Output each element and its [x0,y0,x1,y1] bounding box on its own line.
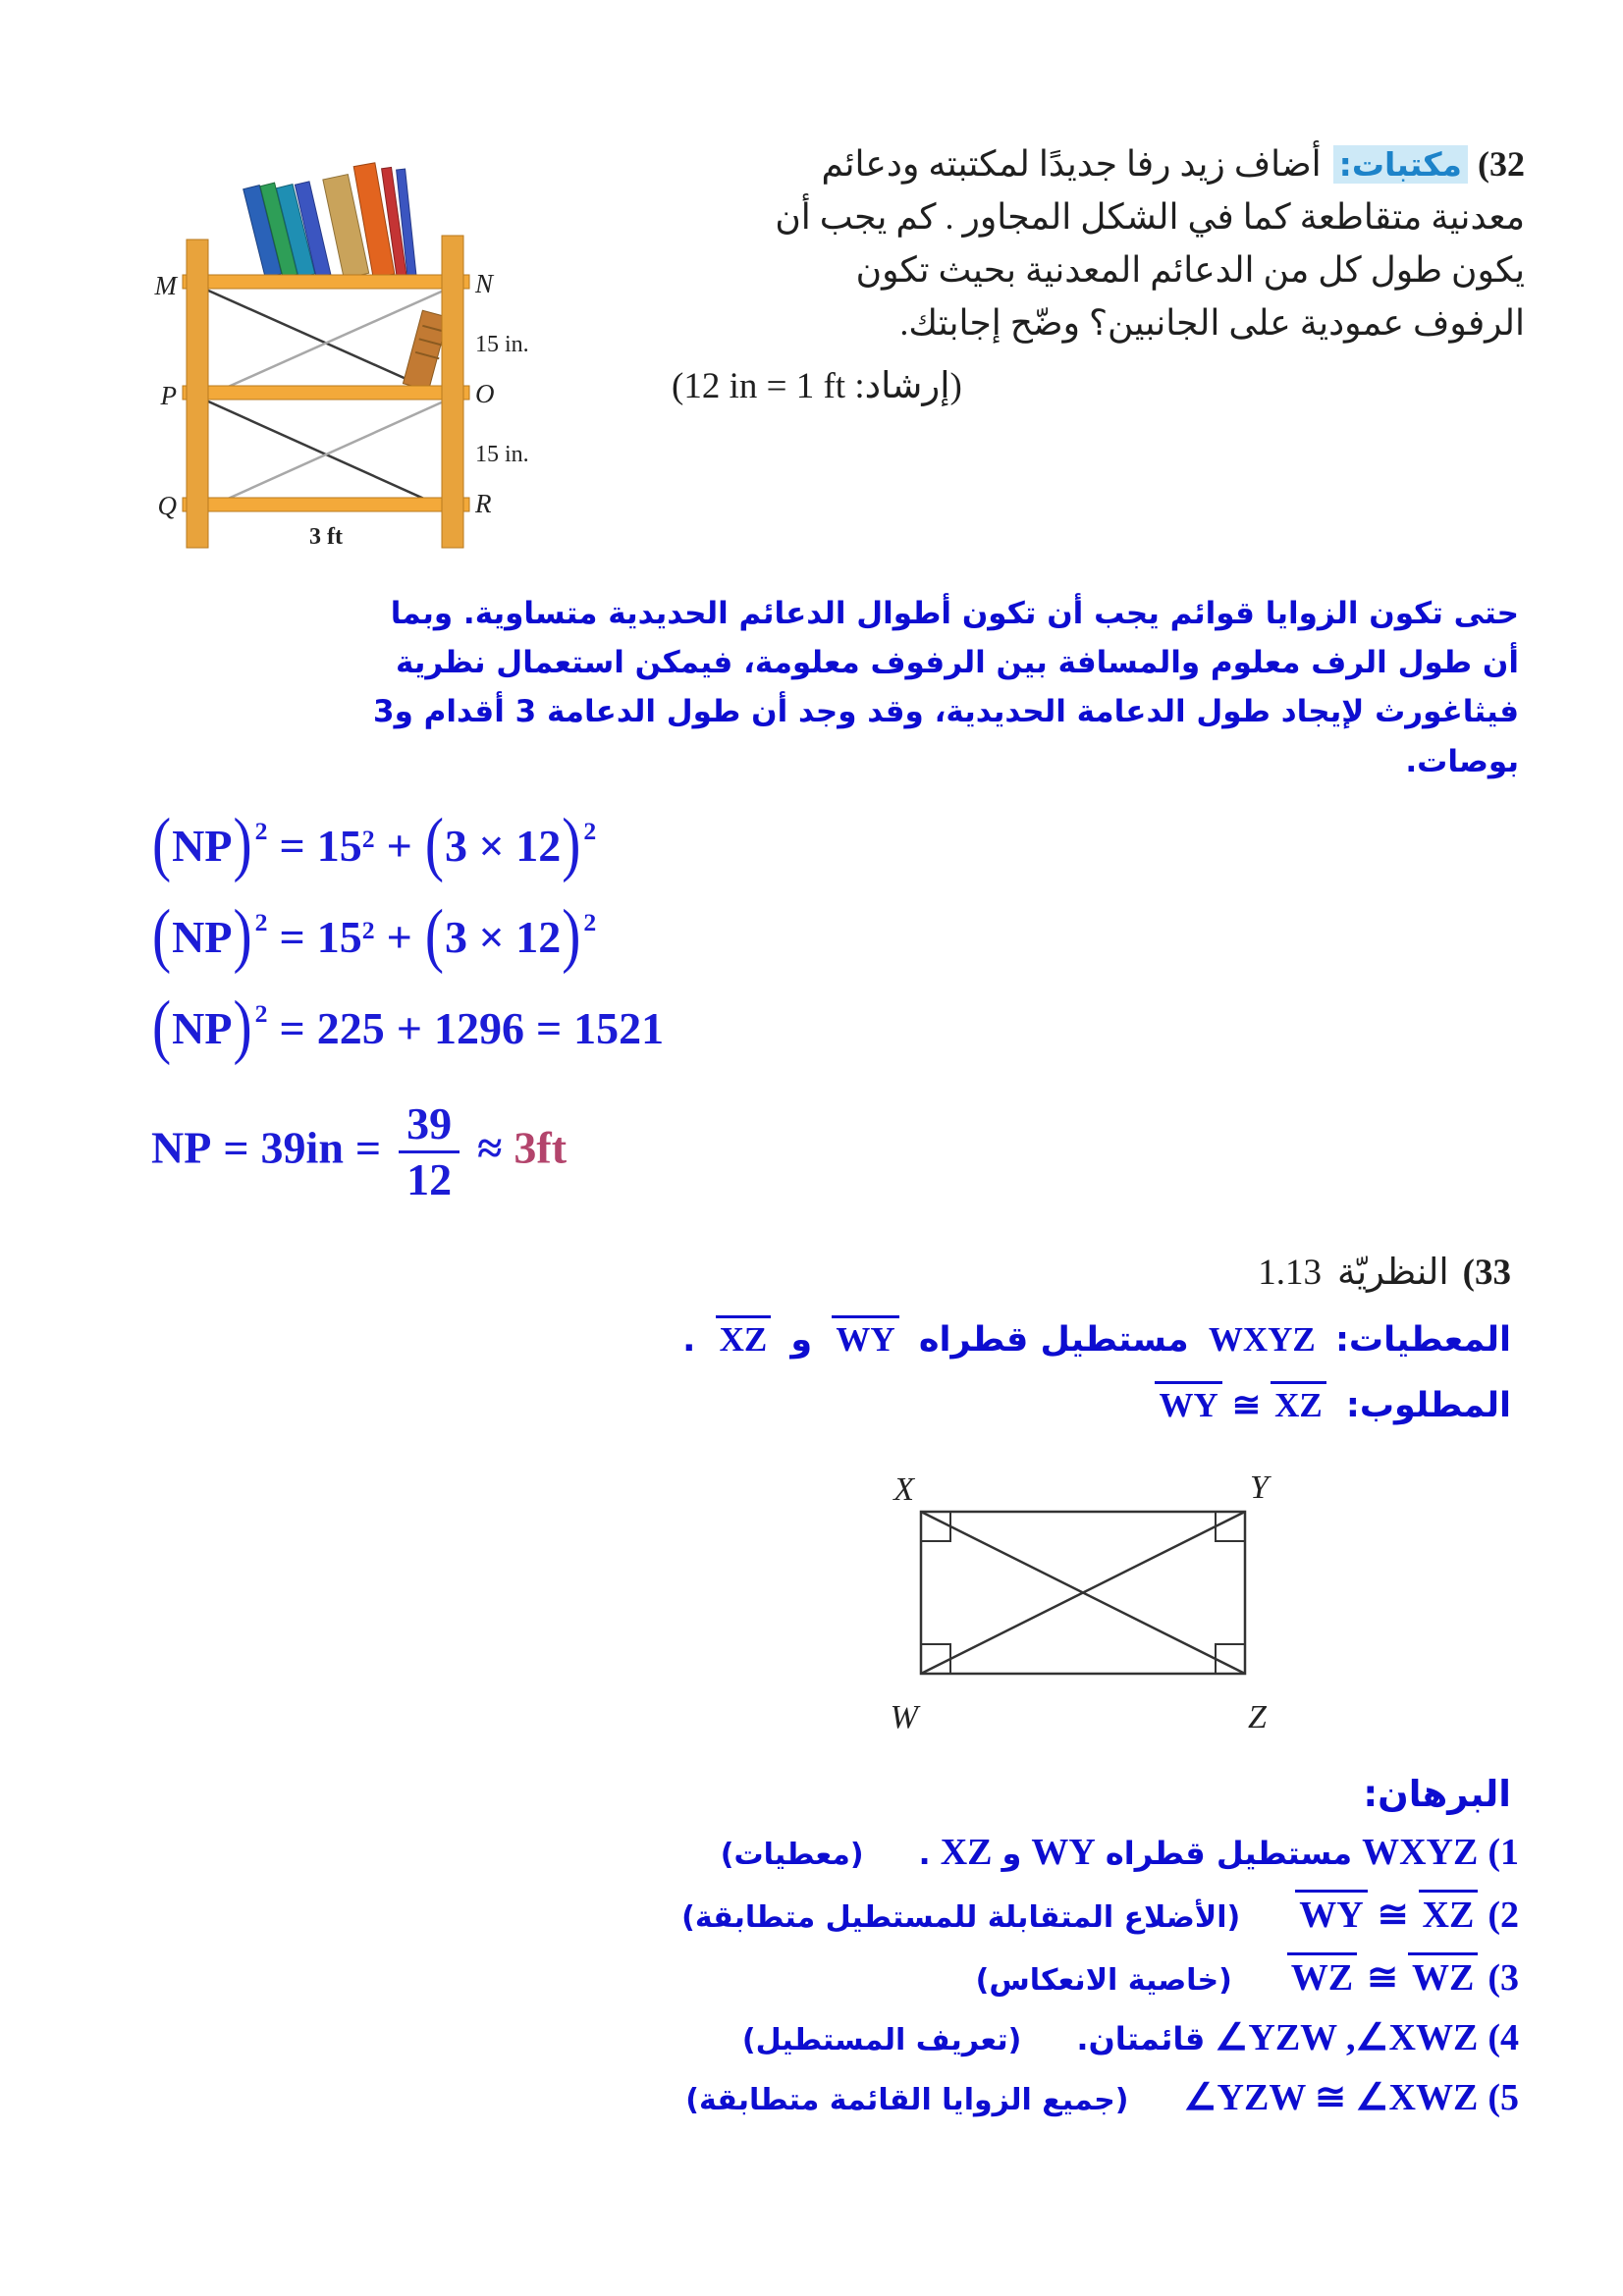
proof-step-3-reason: (خاصية الانعكاس) [975,1963,1232,1999]
proof-step-4 [116,2015,1519,2059]
proof-step-2-statement [1295,1890,1519,1937]
shelf-top [183,275,469,289]
open-paren: ( [152,895,172,975]
problem-33-title: النظريّة [1337,1253,1449,1294]
proof-step-3-statement [1287,1952,1519,2000]
required-label: المطلوب: [1345,1386,1511,1426]
congruence-statement [1295,1890,1478,1937]
proof-step-1-reason: (معطيات) [720,1838,864,1873]
equals-sign: = [279,1003,305,1053]
term-39in: 39in [260,1122,344,1173]
congruent-symbol: ≅ [1377,1895,1409,1937]
segment-xz: XZ [1271,1381,1326,1424]
segment-wy: WY [1155,1381,1221,1424]
term-1521: 1521 [573,1003,665,1053]
solution-paragraph-line-2: أن طول الرف معلوم والمسافة بين الرفوف معلومة، فيمكن استعمال نظرية [395,645,1519,681]
step-number: (4 [1488,2017,1519,2059]
post-left [187,240,208,548]
open-paren: ( [424,804,444,883]
shelf-middle [183,386,469,400]
right-angle-mark-z [1216,1644,1245,1674]
angles-statement: ∠YZW ,∠XWZ [1215,2017,1479,2059]
proof-step-4-reason: (تعريف المستطيل) [741,2023,1022,2058]
equals-sign: = [354,1122,382,1173]
fraction-39-12 [399,1099,460,1205]
vertex-label-m: M [154,271,177,300]
equation-1 [151,804,1525,883]
vertex-label-q: Q [157,491,177,520]
problem-32-section [116,137,1525,563]
problem-32-line-1 [672,137,1525,190]
rectangle-figure-wrap [116,1443,1525,1767]
step-number: (5 [1488,2077,1519,2119]
equals-sign: = [535,1003,563,1053]
angle-congruence-statement: ∠YZW ≅ ∠XWZ [1183,2077,1479,2119]
post-right [442,236,463,548]
statement-text: مستطيل قطراه [1105,1835,1353,1873]
equation-4 [151,1099,1525,1205]
hint-separator: : [854,366,865,406]
rectangle-wxyz-figure [808,1443,1358,1767]
approx-sign: ≈ [477,1122,503,1173]
problem-32-keyword: مكتبات: [1333,145,1468,184]
exponent: 2 [254,999,268,1029]
shelf-bottom [183,498,469,511]
segment-wy: WY [1031,1832,1096,1874]
plus-sign: + [386,912,412,962]
exponent: 2 [583,908,597,937]
close-paren: ) [233,895,252,975]
right-angle-mark-w [921,1644,950,1674]
step-number: (3 [1488,1957,1519,2000]
proof-step-3 [116,1952,1519,2000]
np-term: NP [172,821,233,871]
conjunction: و [790,1320,813,1361]
proof-label: البرهان: [1363,1773,1511,1816]
close-paren: ) [233,987,252,1066]
open-paren: ( [152,804,172,883]
corner-label-x: X [893,1471,914,1509]
segment-wy: WY [832,1315,898,1359]
proof-steps [116,1831,1525,2119]
proof-step-5-statement [1183,2075,1519,2119]
given-line [116,1315,1511,1360]
segment-wz: WZ [1408,1952,1478,1999]
vertex-label-r: R [475,489,492,518]
rectangle-name: WXYZ [1208,1320,1316,1360]
plus-sign: + [386,821,412,871]
fraction-denominator: 12 [406,1154,453,1205]
equation-3 [151,987,1525,1066]
problem-32-text [672,137,1525,414]
right-angle-mark-y [1216,1512,1245,1541]
solution-paragraph-line-3: فيثاغورث لإيجاد طول الدعامة الحديدية، وقد وجد أن طول الدعامة 3 أقدام و3 [373,694,1519,730]
corner-label-w: W [890,1699,918,1736]
period: . [918,1835,931,1873]
exponent: 2 [361,824,375,853]
exponent: 2 [254,817,268,846]
hint-close-paren: ) [949,366,962,406]
congruent-symbol: ≅ [1231,1386,1262,1425]
problem-32-number: (32 [1478,144,1525,184]
exponent: 2 [254,908,268,937]
np-term: NP [172,1003,233,1053]
problem-32-line-4: الرفوف عمودية على الجانبين؟ وضّح إجابتك. [899,303,1525,343]
hint-math: 12 in = 1 ft [683,366,846,406]
term-3x12: 3 × 12 [444,821,562,871]
solution-paragraph-line-4: بوصات. [1405,743,1519,779]
required-congruence [1155,1381,1325,1425]
dimension-lower: 15 in. [475,442,529,467]
term-15: 15 [316,912,362,962]
equation-2 [151,895,1525,975]
term-225: 225 [316,1003,385,1053]
proof-step-1 [116,1831,1519,1874]
congruent-symbol: ≅ [1367,1957,1398,2000]
segment-wy: WY [1295,1890,1367,1936]
given-label: المعطيات: [1334,1320,1511,1361]
term-1296: 1296 [433,1003,524,1053]
segment-xz: XZ [1419,1890,1479,1936]
bookshelf-figure [116,137,666,563]
np-term: NP [151,1122,212,1173]
open-paren: ( [424,895,444,975]
plus-sign: + [396,1003,422,1053]
proof-step-4-statement [1076,2015,1519,2059]
term-3x12: 3 × 12 [444,912,562,962]
fraction-numerator: 39 [399,1099,460,1154]
corner-label-y: Y [1250,1469,1269,1507]
segment-xz: XZ [940,1832,993,1874]
rectangle-name: WXYZ [1362,1832,1479,1874]
conjunction: و [1001,1835,1022,1873]
required-line [116,1381,1511,1425]
hint-label: إرشاد [864,366,950,406]
segment-wz: WZ [1287,1952,1357,1999]
congruence-statement [1287,1952,1479,2000]
proof-step-2-reason: (الأضلاع المتقابلة للمستطيل متطابقة) [681,1900,1241,1936]
proof-step-2 [116,1890,1519,1937]
step-number: (2 [1488,1895,1519,1937]
close-paren: ) [562,895,581,975]
solution-paragraph-line-1: حتى تكون الزوايا قوائم يجب أن تكون أطوال الدعائم الحديدية متساوية. وبما [390,596,1519,631]
width-label: 3 ft [309,524,343,550]
right-angle-mark-x [921,1512,950,1541]
vertex-label-n: N [475,269,494,298]
bookshelf-illustration [116,137,666,560]
equals-sign: = [223,1122,249,1173]
proof-step-1-statement [919,1831,1519,1874]
equals-sign: = [279,912,305,962]
books-top-shelf [243,163,416,279]
equals-sign: = [279,821,305,871]
problem-33-number: (33 [1462,1253,1511,1294]
theorem-reference: 1.13 [1258,1253,1323,1294]
period: . [682,1320,696,1361]
hint-open-paren: ( [672,366,684,406]
vertex-label-p: P [160,381,177,410]
proof-step-5-reason: (جميع الزوايا القائمة متطابقة) [685,2083,1129,2118]
dimension-upper: 15 in. [475,332,529,357]
problem-33-header [116,1251,1511,1294]
term-15: 15 [316,821,362,871]
close-paren: ) [233,804,252,883]
exponent: 2 [361,915,375,944]
final-answer: 3ft [514,1122,568,1173]
exponent: 2 [583,817,597,846]
proof-step-5 [116,2075,1519,2119]
problem-32-line-1-text: أضاف زيد رفا جديدًا لمكتبته ودعائم [821,144,1322,184]
np-term: NP [172,912,233,962]
close-paren: ) [562,804,581,883]
corner-label-z: Z [1248,1699,1267,1736]
statement-text: قائمتان. [1076,2020,1206,2058]
problem-32-line-2: معدنية متقاطعة كما في الشكل المجاور . كم يجب أن [775,197,1525,237]
step-number: (1 [1488,1832,1519,1874]
vertex-label-o: O [475,379,495,408]
open-paren: ( [152,987,172,1066]
solution-32-paragraph [116,589,1519,786]
segment-xz: XZ [716,1315,772,1359]
problem-32-hint [672,359,1525,414]
given-text: مستطيل قطراه [918,1320,1189,1361]
problem-32-line-3: يكون طول كل من الدعائم المعدنية بحيث تكون [855,250,1525,290]
